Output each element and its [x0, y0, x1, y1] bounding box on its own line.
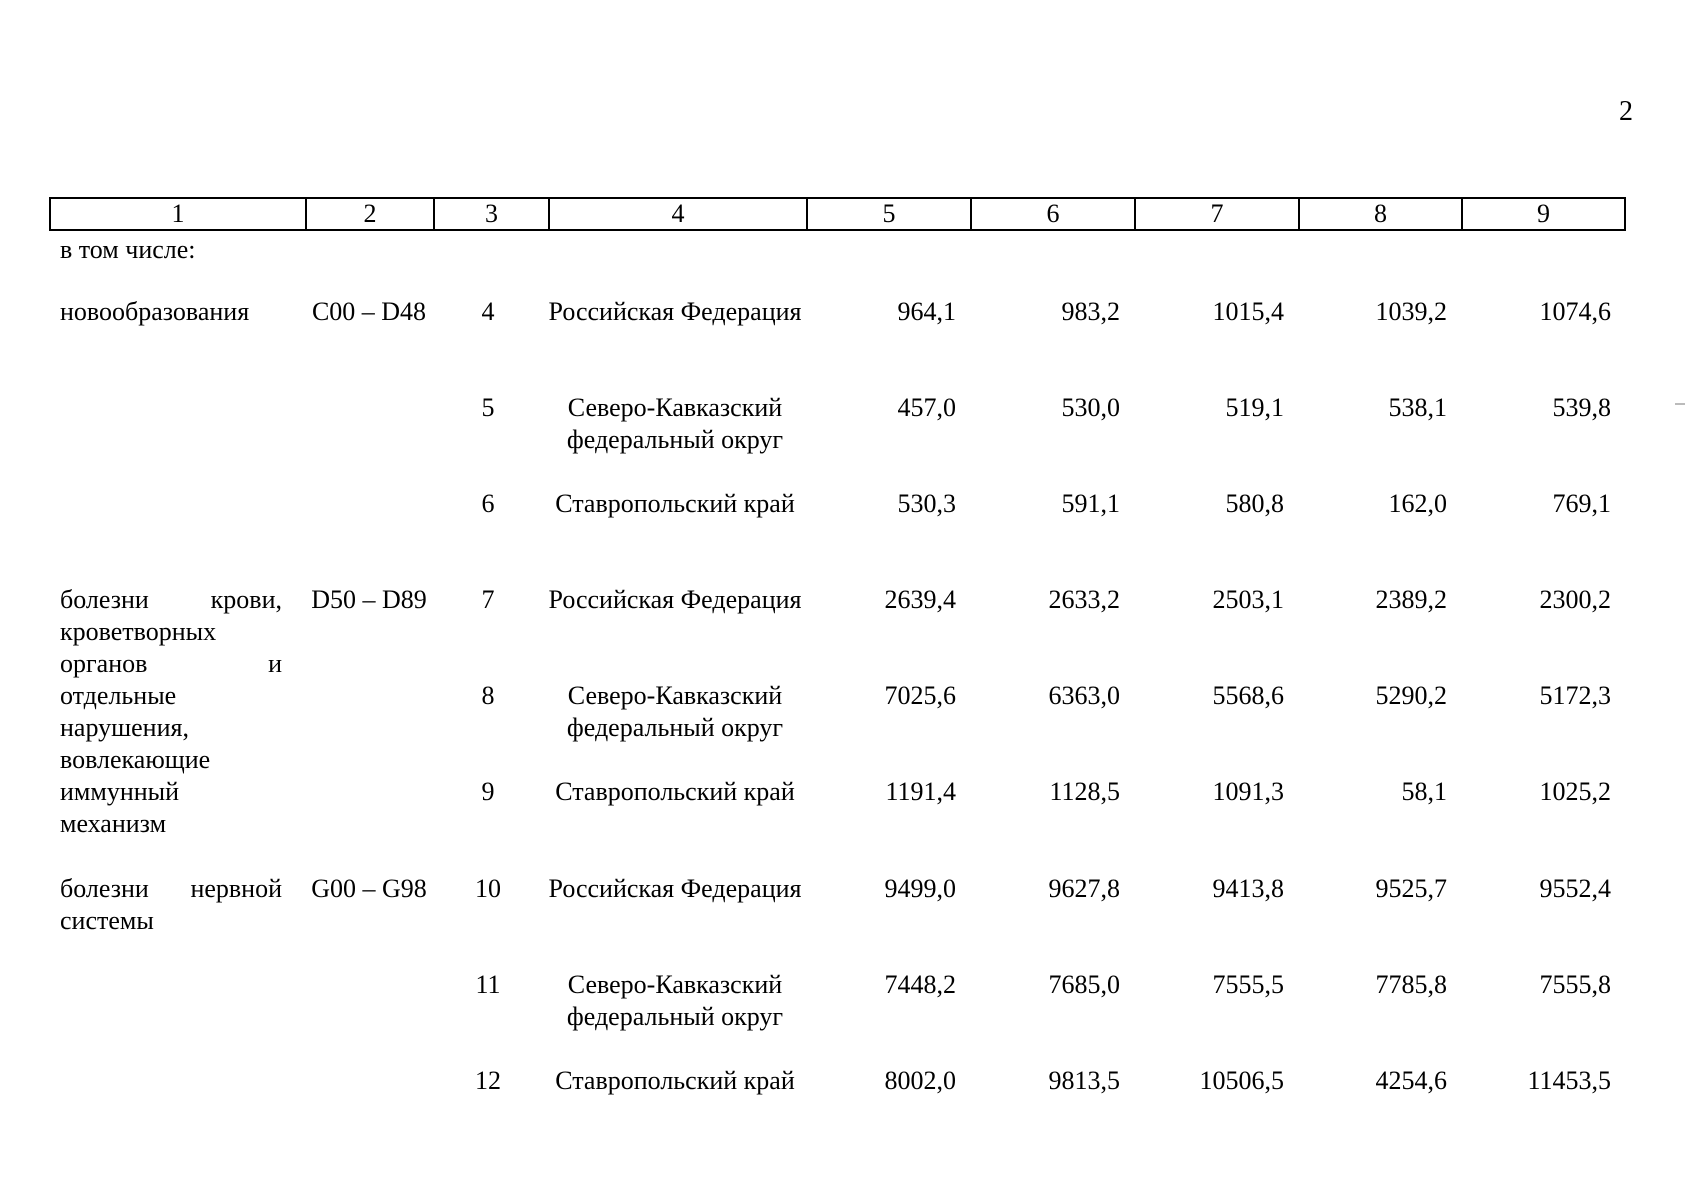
- value-col-6: 9813,5: [1048, 1066, 1120, 1095]
- region-name: Ставропольский край: [555, 1066, 795, 1095]
- value-col-6: 7685,0: [1048, 970, 1120, 999]
- value-col-7: 2503,1: [1212, 585, 1284, 614]
- header-col-1: 1: [50, 198, 306, 230]
- region-name: Северо-Кавказский федеральный округ: [566, 970, 784, 1031]
- region-name: Ставропольский край: [555, 777, 795, 806]
- value-col-5: 7025,6: [884, 681, 956, 710]
- row-number: 12: [475, 1066, 501, 1095]
- value-col-9: 1025,2: [1539, 777, 1611, 806]
- region-name: Северо-Кавказский федеральный округ: [566, 681, 784, 742]
- row-number: 8: [481, 681, 495, 710]
- table-row: [0, 969, 1689, 1035]
- value-col-6: 9627,8: [1048, 874, 1120, 903]
- value-col-9: 2300,2: [1539, 585, 1611, 614]
- row-number: 10: [475, 874, 501, 903]
- value-col-9: 1074,6: [1539, 297, 1611, 326]
- row-number: 11: [475, 970, 501, 999]
- icd-code: C00 – D48: [311, 297, 427, 326]
- table-row: [0, 680, 1689, 746]
- value-col-7: 5568,6: [1212, 681, 1284, 710]
- row-number: 6: [481, 489, 495, 518]
- value-col-6: 983,2: [1061, 297, 1120, 326]
- value-col-5: 530,3: [897, 489, 956, 518]
- header-col-6: 6: [971, 198, 1135, 230]
- intro-text: в том числе:: [60, 235, 196, 264]
- value-col-6: 591,1: [1061, 489, 1120, 518]
- icd-code: D50 – D89: [311, 585, 427, 614]
- header-col-8: 8: [1299, 198, 1462, 230]
- row-number: 7: [481, 585, 495, 614]
- table-row: [0, 488, 1689, 554]
- value-col-7: 10506,5: [1199, 1066, 1284, 1095]
- value-col-7: 519,1: [1225, 393, 1284, 422]
- value-col-8: 162,0: [1388, 489, 1447, 518]
- value-col-6: 1128,5: [1049, 777, 1120, 806]
- region-name: Российская Федерация: [548, 874, 802, 903]
- value-col-6: 530,0: [1061, 393, 1120, 422]
- header-col-2: 2: [306, 198, 434, 230]
- value-col-7: 9413,8: [1212, 874, 1284, 903]
- header-col-5: 5: [807, 198, 971, 230]
- value-col-9: 769,1: [1552, 489, 1611, 518]
- value-col-9: 5172,3: [1539, 681, 1611, 710]
- value-col-9: 7555,8: [1539, 970, 1611, 999]
- value-col-7: 7555,5: [1212, 970, 1284, 999]
- column-number-header: [49, 197, 1626, 231]
- value-col-8: 4254,6: [1375, 1066, 1447, 1095]
- value-col-6: 2633,2: [1048, 585, 1120, 614]
- disease-name: болезни нервной системы: [60, 874, 282, 935]
- value-col-8: 9525,7: [1375, 874, 1447, 903]
- value-col-8: 5290,2: [1375, 681, 1447, 710]
- row-number: 5: [481, 393, 495, 422]
- row-number: 9: [481, 777, 495, 806]
- region-name: Российская Федерация: [548, 297, 802, 326]
- value-col-5: 8002,0: [884, 1066, 956, 1095]
- value-col-5: 1191,4: [885, 777, 956, 806]
- table-row: [0, 873, 1689, 939]
- table-row: [0, 776, 1689, 842]
- value-col-9: 9552,4: [1539, 874, 1611, 903]
- value-col-5: 7448,2: [884, 970, 956, 999]
- value-col-8: 538,1: [1388, 393, 1447, 422]
- region-name: Северо-Кавказский федеральный округ: [566, 393, 784, 454]
- icd-code: G00 – G98: [311, 874, 427, 903]
- table-row: [0, 584, 1689, 650]
- header-col-7: 7: [1135, 198, 1299, 230]
- disease-name: болезни крови, кроветворных органов и отдельные нарушения, вовлекающие иммунный механизм: [60, 585, 282, 838]
- header-col-4: 4: [549, 198, 807, 230]
- value-col-6: 6363,0: [1048, 681, 1120, 710]
- value-col-8: 7785,8: [1375, 970, 1447, 999]
- header-col-3: 3: [434, 198, 549, 230]
- scan-edge-mark: [1675, 403, 1685, 405]
- table-row: [0, 1065, 1689, 1131]
- value-col-5: 964,1: [897, 297, 956, 326]
- value-col-8: 2389,2: [1375, 585, 1447, 614]
- value-col-7: 580,8: [1225, 489, 1284, 518]
- value-col-8: 1039,2: [1375, 297, 1447, 326]
- header-col-9: 9: [1462, 198, 1625, 230]
- table-row: [0, 392, 1689, 458]
- value-col-7: 1015,4: [1212, 297, 1284, 326]
- value-col-9: 11453,5: [1527, 1066, 1611, 1095]
- value-col-5: 457,0: [897, 393, 956, 422]
- row-number: 4: [481, 297, 495, 326]
- table-row: [0, 296, 1689, 362]
- value-col-5: 9499,0: [884, 874, 956, 903]
- region-name: Ставропольский край: [555, 489, 795, 518]
- value-col-9: 539,8: [1552, 393, 1611, 422]
- value-col-8: 58,1: [1401, 777, 1447, 806]
- page-number: 2: [1619, 96, 1633, 127]
- disease-name: новообразования: [60, 297, 250, 326]
- region-name: Российская Федерация: [548, 585, 802, 614]
- value-col-5: 2639,4: [884, 585, 956, 614]
- value-col-7: 1091,3: [1212, 777, 1284, 806]
